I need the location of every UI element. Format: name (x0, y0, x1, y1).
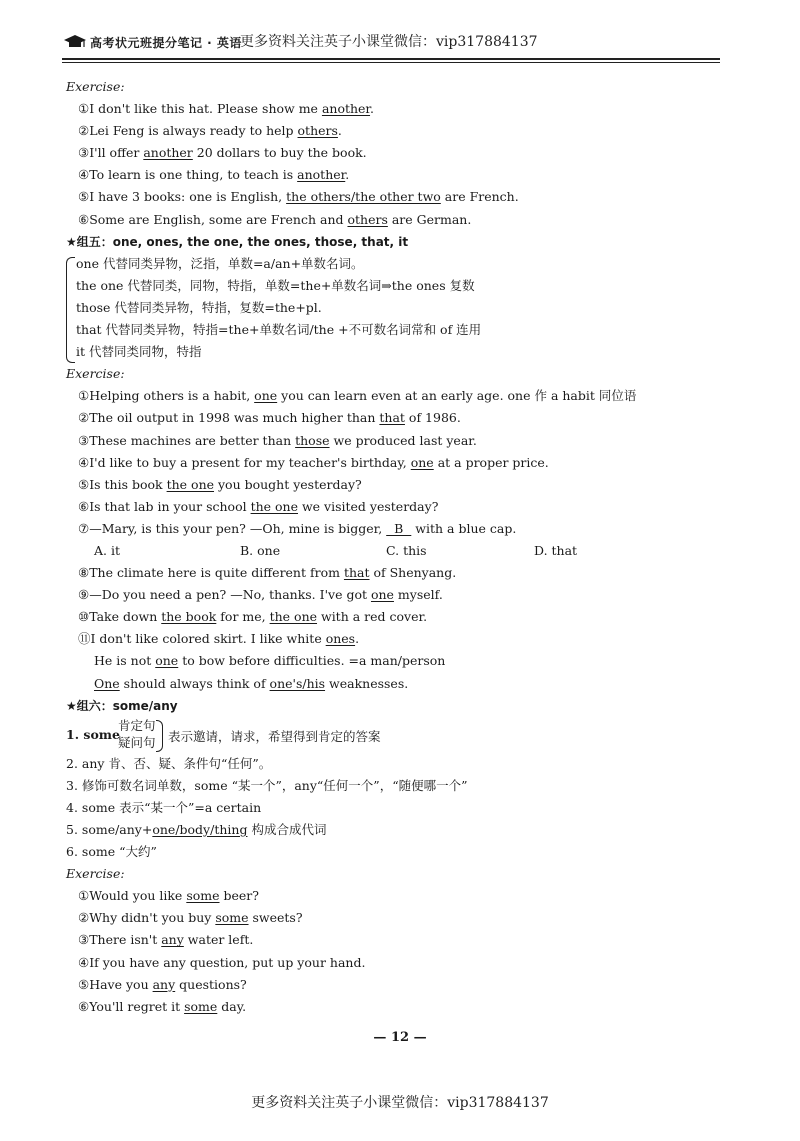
list-item: ①Helping others is a habit, one you can learn even at an early age. one 作 a habit 同位语 (78, 388, 637, 404)
header-brand: 高考状元班提分笔记 · 英语 (90, 36, 242, 50)
list-item: ⑪I don't like colored skirt. I like white ones. (78, 631, 360, 647)
list-item: ⑥Is that lab in your school the one we visited yesterday? (78, 498, 439, 514)
rule-line: those 代替同类异物，特指，复数=the+pl. (76, 299, 322, 315)
list-item: ④To learn is one thing, to teach is another. (78, 167, 350, 183)
main-content (66, 76, 716, 1018)
rule-line: 6. some “大约” (66, 844, 157, 860)
list-item: ③These machines are better than those we produced last year. (78, 432, 477, 448)
list-item: ②Lei Feng is always ready to help others. (78, 123, 342, 139)
rule-some-block (66, 717, 716, 753)
option-a: A. it (94, 542, 120, 558)
option-c: C. this (386, 542, 427, 558)
list-item: ①Would you like some beer? (78, 888, 259, 904)
header-rule (62, 58, 720, 60)
rule-line: one 代替同类异物，泛指，单数=a/an+单数名词。 (76, 255, 364, 271)
page-number: — 12 — (373, 1030, 427, 1045)
exercise-label: Exercise: (66, 79, 125, 94)
header-rule-thin (62, 62, 720, 63)
rule-line: 3. 修饰可数名词单数，some “某一个”，any“任何一个”，“随便哪一个” (66, 777, 468, 793)
list-item: ⑤Have you any questions? (78, 976, 247, 992)
sentence-types: 肯定句 疑问句 (118, 717, 156, 750)
header-contact: 更多资料关注英子小课堂微信：vip317884137 (240, 34, 538, 50)
option-b: B. one (240, 542, 281, 558)
rule-line: 5. some/any+one/body/thing 构成合成代词 (66, 822, 327, 837)
list-item: ②Why didn't you buy some sweets? (78, 910, 303, 926)
list-item: ③There isn't any water left. (78, 932, 254, 948)
choice-options (66, 540, 716, 562)
section-heading: ★组五：one, ones, the one, the ones, those, that, it (66, 234, 409, 249)
list-item: ⑩Take down the book for me, the one with a red cover. (78, 609, 428, 625)
option-d: D. that (534, 542, 578, 558)
list-item: ⑤I have 3 books: one is English, the others/the other two are French. (78, 189, 519, 205)
page-footer: 更多资料关注英子小课堂微信：vip317884137 (251, 1095, 549, 1111)
list-item: ③I'll offer another 20 dollars to buy the book. (78, 145, 367, 161)
list-item: ⑥Some are English, some are French and others are German. (78, 211, 472, 227)
list-item: ④I'd like to buy a present for my teacher's birthday, one at a proper price. (78, 454, 549, 470)
exercise-label: Exercise: (66, 866, 125, 882)
list-item: One should always think of one's/his weaknesses. (94, 675, 409, 691)
list-item: ⑥You'll regret it some day. (78, 998, 247, 1014)
list-item: ②The oil output in 1998 was much higher than that of 1986. (78, 410, 461, 426)
page-header (62, 30, 720, 56)
rule-line: 2. any 肯、否、疑、条件句“任何”。 (66, 755, 272, 771)
list-item: ④If you have any question, put up your hand. (78, 954, 366, 970)
list-item: ⑤Is this book the one you bought yesterday? (78, 476, 362, 492)
left-brace (66, 257, 75, 363)
rule-line: it 代替同类同物，特指 (76, 344, 202, 360)
rule-text: 表示邀请，请求，希望得到肯定的答案 (168, 728, 381, 744)
list-item: ⑨—Do you need a pen? —No, thanks. I've got one myself. (78, 587, 443, 603)
list-item: He is not one to bow before difficulties. =a man/person (94, 653, 446, 669)
exercise-label: Exercise: (66, 366, 125, 382)
section-heading: ★组六：some/any (66, 698, 178, 713)
rule-number: 1. some (66, 726, 120, 742)
rule-line: the one 代替同类，同物，特指，单数=the+单数名词⇒the ones 复数 (76, 277, 475, 293)
rule-line: 4. some 表示“某一个”=a certain (66, 799, 262, 815)
list-item: ⑧The climate here is quite different from that of Shenyang. (78, 565, 457, 581)
rule-bracket-block (66, 253, 716, 363)
graduation-cap-icon (64, 33, 86, 51)
right-brace (156, 720, 163, 752)
rule-line: that 代替同类异物，特指=the+单数名词/the +不可数名词常和 of 连用 (76, 322, 482, 338)
list-item: ⑦—Mary, is this your pen? —Oh, mine is bigger, B with a blue cap. (78, 520, 517, 536)
list-item: ①I don't like this hat. Please show me another. (78, 101, 375, 117)
